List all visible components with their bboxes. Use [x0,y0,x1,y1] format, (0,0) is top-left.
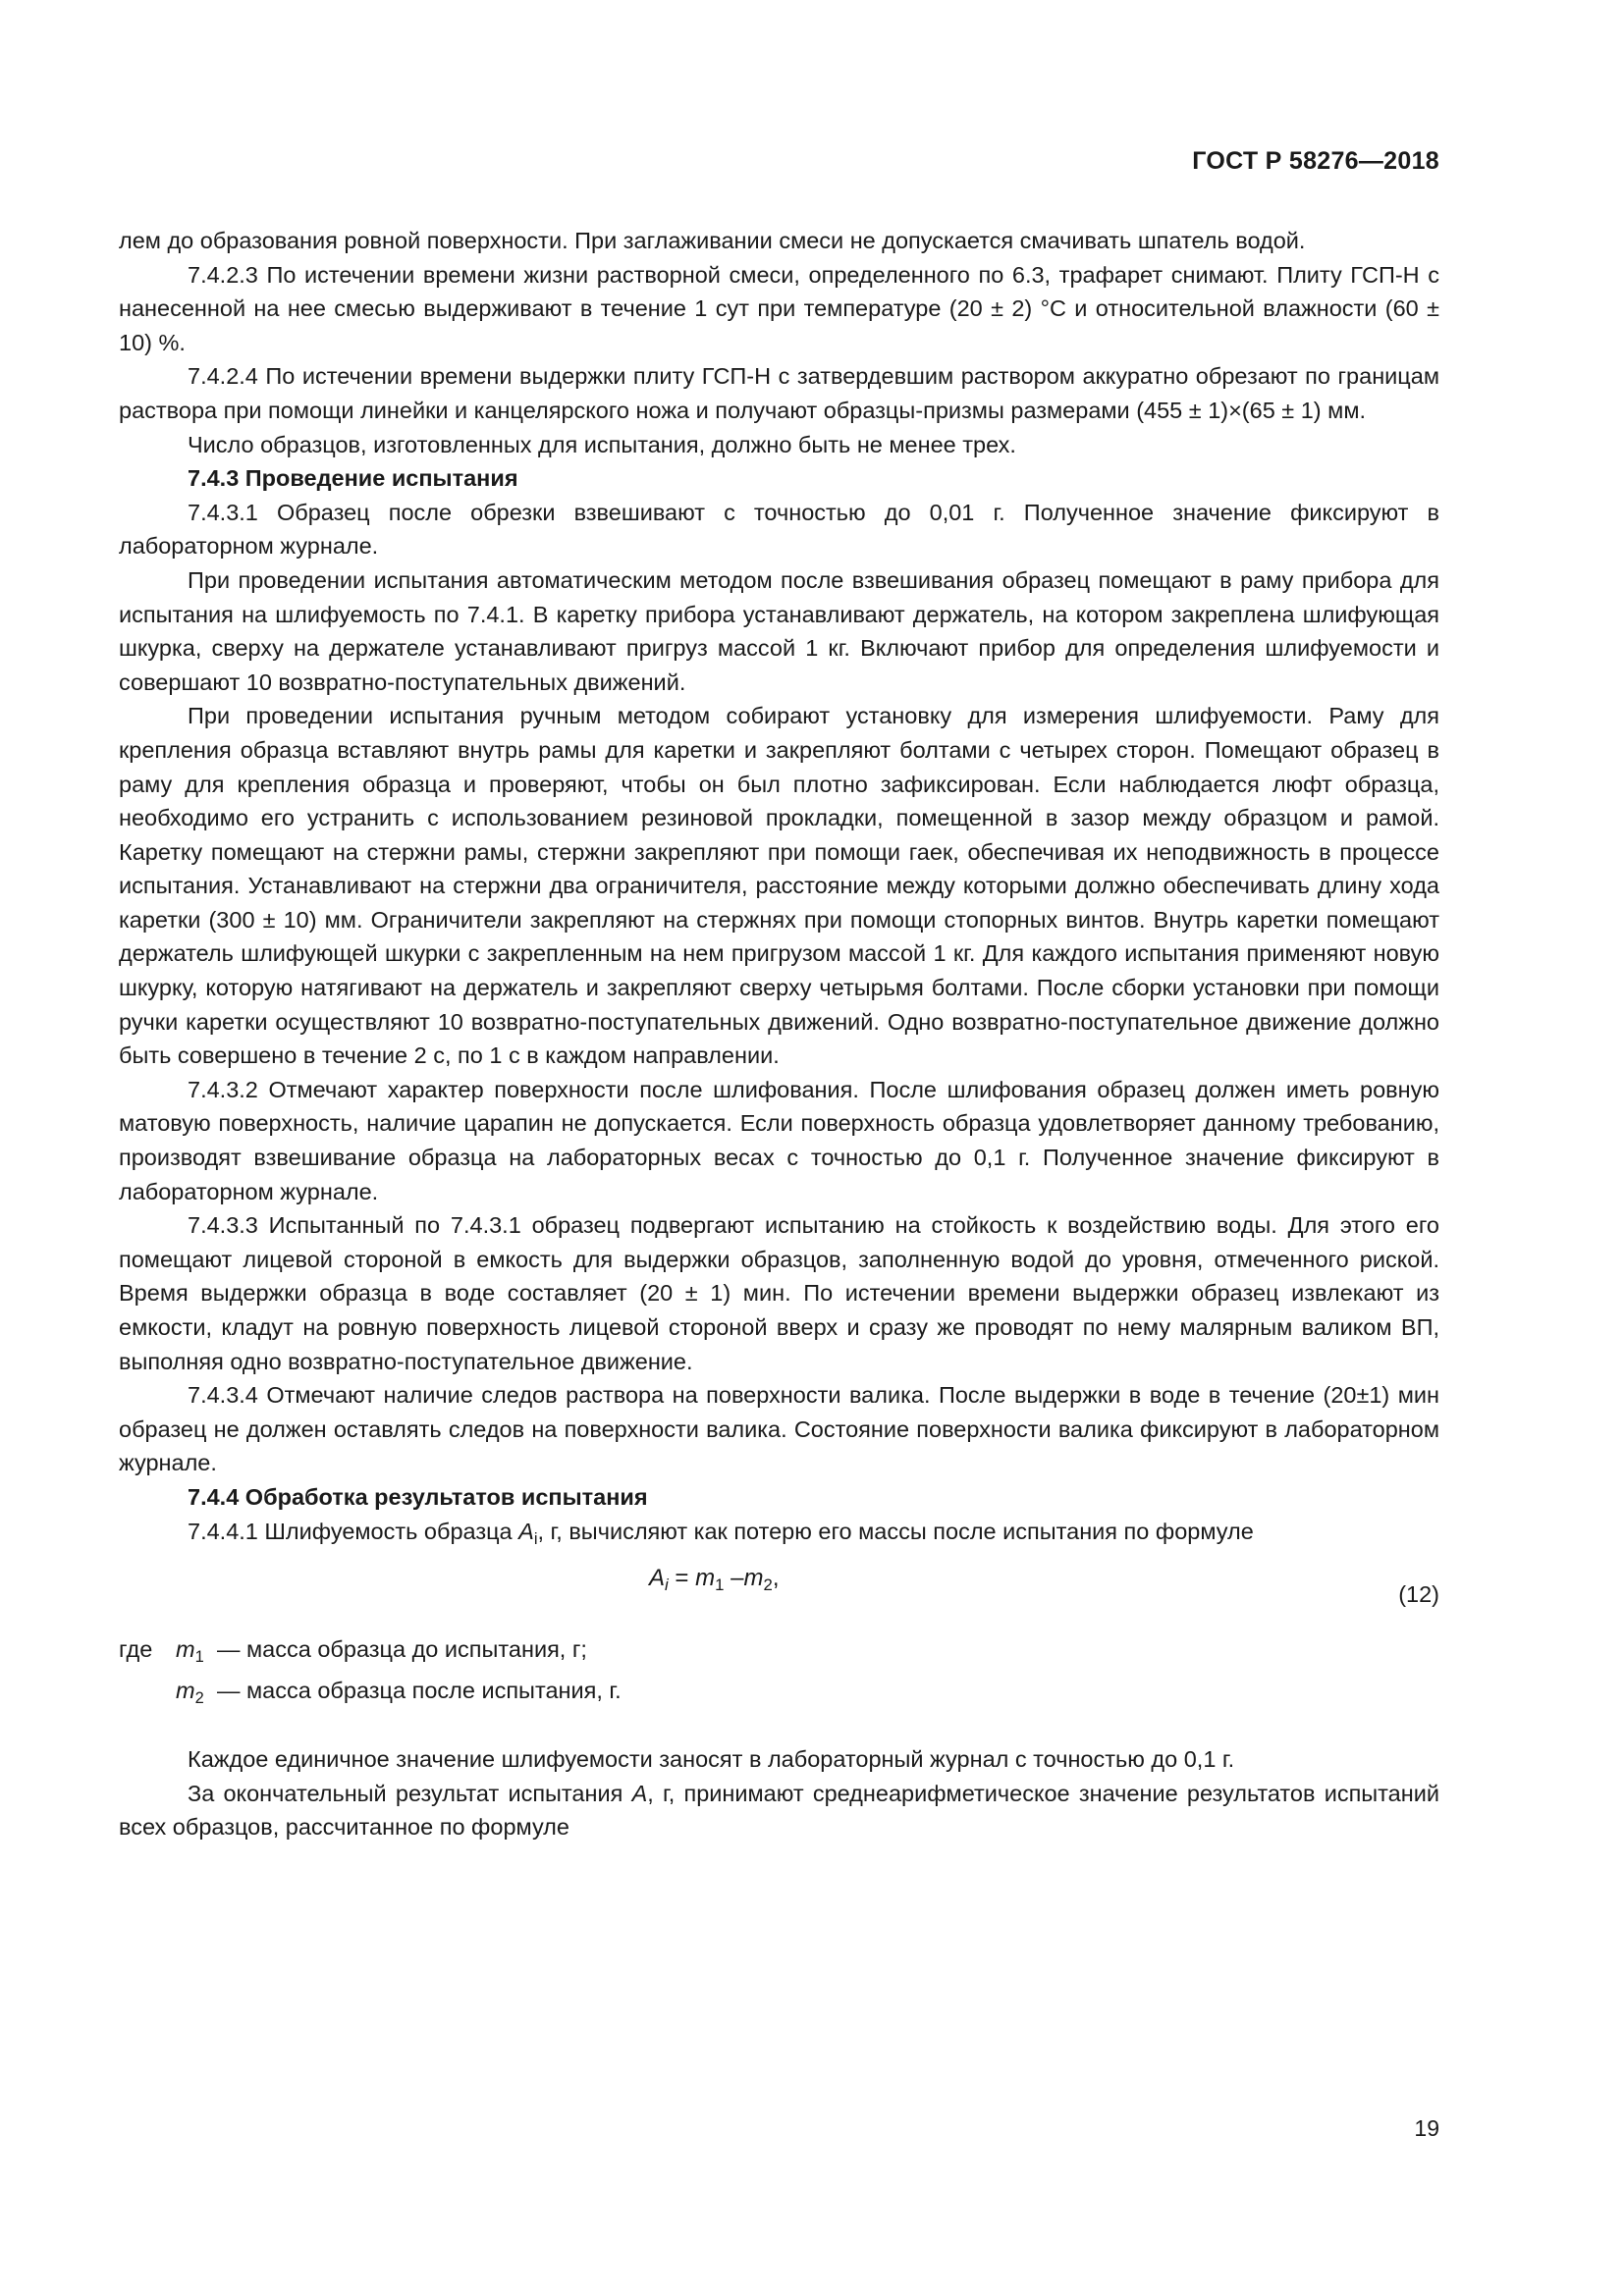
paragraph: При проведении испытания ручным методом собирают установку для измерения шлифуемости. Раму для крепления образца вставляют внутрь рамы для каретки и закрепляют болтами с четырех сторон. Помещают образец в раму для крепления образца и проверяют, чтобы он был плотно зафиксирован. Если наблюдается люфт образца, необходимо его устранить с использованием резиновой прокладки, помещенной в зазор между образцом и рамой. Каретку помещают на стержни рамы, стержни закрепляют при помощи гаек, обеспечивая их неподвижность в процессе испытания. Устанавливают на стержни два ограничителя, расстояние между которыми должно обеспечивать длину хода каретки (300 ± 10) мм. Ограничители закрепляют на стержнях при помощи стопорных винтов. Внутрь каретки помещают держатель шлифующей шкурки с закрепленным на нем пригрузом массой 1 кг. Для каждого испытания применяют новую шкурку, которую натягивают на держатель и закрепляют сверху четырьмя болтами. После сборки установки при помощи ручки каретки осуществляют 10 возвратно-поступательных движений. Одно возвратно-поступательное движение должно быть совершено в течение 2 с, по 1 с в каждом направлении. [119,703,1439,1069]
page-number: 19 [1414,2115,1439,2141]
formula-expression: $A_i = m_1$ $-m_2$, [649,1565,780,1595]
where-row-m1: где $m_1$ — масса образца до испытания, г; [119,1632,1439,1674]
paragraphs-top [119,224,1439,1515]
paragraph: 7.4.3.4 Отмечают наличие следов раствора на поверхности валика. После выдержки в воде в течение (20±1) мин образец не должен оставлять следов на поверхности валика. Состояние поверхности валика фиксируют в лабораторном журнале. [119,1382,1439,1476]
paragraph: 7.4.3.2 Отмечают характер поверхности после шлифования. После шлифования образец должен иметь ровную матовую поверхность, наличие царапин не допускается. Если поверхность образца удовлетворяет данному требованию, производят взвешивание образца на лабораторных весах с точностью до 0,1 г. Полученное значение фиксируют в лабораторном журнале. [119,1076,1439,1204]
paragraph: 7.4.2.4 По истечении времени выдержки плиту ГСП-Н с затвердевшим раствором аккуратно обрезают по границам раствора при помощи линейки и канцелярского ножа и получают образцы-призмы размерами (455 ± 1)×(65 ± 1) мм. [119,363,1439,423]
paragraph: При проведении испытания автоматическим методом после взвешивания образец помещают в раму прибора для испытания на шлифуемость по 7.4.1. В каретку прибора устанавливают держатель, на котором закреплена шлифующая шкурка, сверху на держателе устанавливают пригруз массой 1 кг. Включают прибор для определения шлифуемости и совершают 10 возвратно-поступательных движений. [119,566,1439,695]
paragraph-7441: 7.4.4.1 Шлифуемость образца $A_i$, г, вычисляют как потерю его массы после испытания по формуле [188,1518,1254,1548]
section-heading: 7.4.4 Обработка результатов испытания [188,1483,648,1510]
equation-number: (12) [1398,1581,1439,1608]
section-heading: 7.4.3 Проведение испытания [188,465,518,492]
where-row-m2: $m_2$ — масса образца после испытания, г. [176,1678,622,1708]
paragraph: Число образцов, изготовленных для испытания, должно быть не менее трех. [188,431,1016,457]
formula-12 [119,1548,1439,1632]
document-body [119,224,1439,1844]
document-header: ГОСТ Р 58276—2018 [1192,147,1439,175]
paragraph: 7.4.3.3 Испытанный по 7.4.3.1 образец подвергают испытанию на стойкость к воздействию воды. Для этого его помещают лицевой стороной в емкость для выдержки образцов, заполненную водой до уровня, отмеченного риской. Время выдержки образца в воде составляет (20 ± 1) мин. По истечении времени выдержки образец извлекают из емкости, кладут на ровную поверхность лицевой стороной вверх и сразу же проводят по нему малярным валиком ВП, выполняя одно возвратно-поступательное движение. [119,1212,1439,1374]
paragraphs-bottom [119,1742,1439,1777]
where-label: где [119,1636,153,1663]
paragraph: 7.4.2.3 По истечении времени жизни растворной смеси, определенного по 6.3, трафарет снимают. Плиту ГСП-Н с нанесенной на нее смесью выдерживают в течение 1 сут при температуре (20 ± 2) °С и относительной влажности (60 ± 10) %. [119,261,1439,355]
paragraph: 7.4.3.1 Образец после обрезки взвешивают с точностью до 0,01 г. Полученное значение фиксируют в лабораторном журнале. [119,499,1439,560]
paragraph: Каждое единичное значение шлифуемости заносят в лабораторный журнал с точностью до 0,1 г. [188,1746,1235,1773]
paragraph: лем до образования ровной поверхности. При заглаживании смеси не допускается смачивать шпатель водой. [119,228,1306,253]
where-block [119,1632,1439,1715]
paragraph-final: За окончательный результат испытания A, г, принимают среднеарифметическое значение результатов испытаний всех образцов, рассчитанное по формуле [119,1780,1439,1841]
